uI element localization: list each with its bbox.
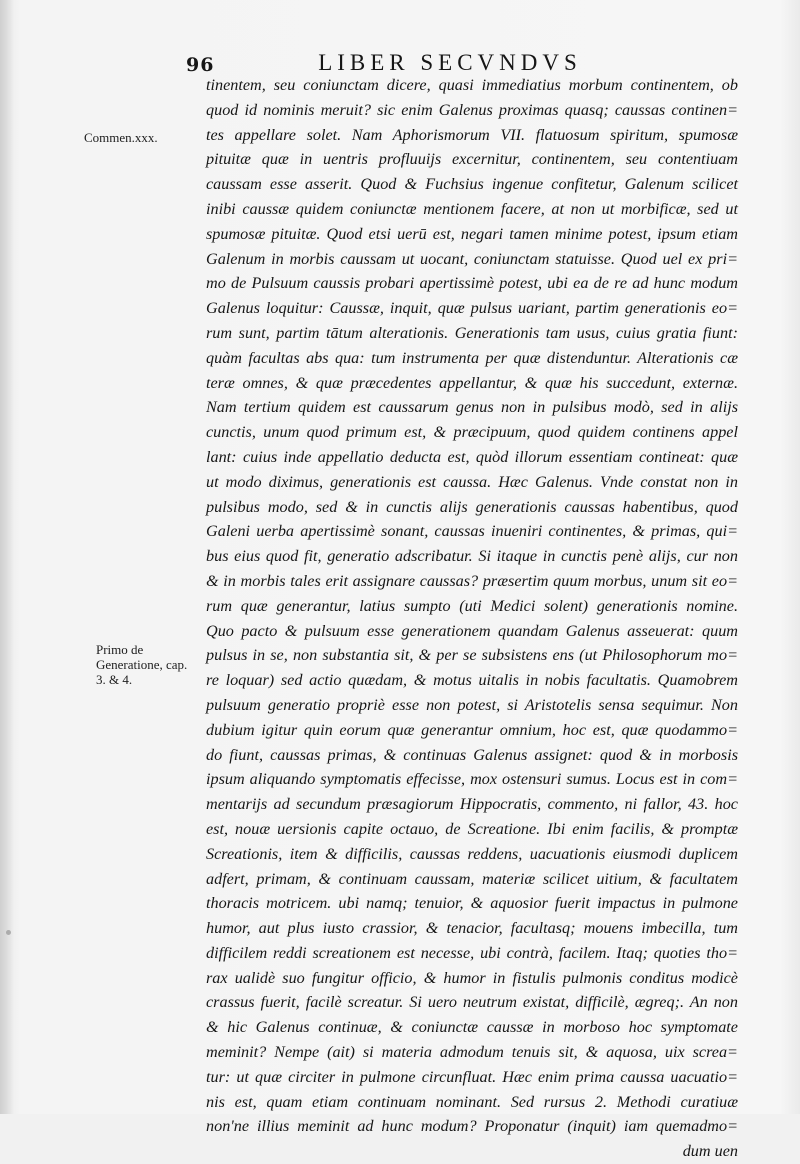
page-number: 96 bbox=[186, 54, 215, 76]
text-line: quàm facultas abs qua: tum instrumenta per quæ distenduntur. Alterationis cæ bbox=[206, 348, 738, 367]
text-line: rax ualidè suo fungitur officio, & humor in fistulis pulmonis conditus modicè bbox=[206, 968, 738, 987]
text-line: mentarijs ad secundum præsagiorum Hippocratis, commento, ni fallor, 43. hoc bbox=[206, 795, 738, 814]
text-line: pituitæ quæ in uentris profluuijs excernitur, continentem, seu contentiuam bbox=[206, 150, 738, 169]
text-line: mo de Pulsuum caussis probari apertissimè potest, ubi ea de re ad hunc modum bbox=[206, 274, 738, 293]
spine-shadow bbox=[0, 0, 14, 1114]
text-line: Galenus loquitur: Caussæ, inquit, quæ pulsus uariant, partim generationis eo= bbox=[206, 299, 738, 318]
text-line: ut modo diximus, generationis est caussa. Hæc Galenus. Vnde constat non in bbox=[206, 472, 738, 491]
text-line: do fiunt, caussas primas, & continuas Galenus assignet: quod & in morbosis bbox=[206, 745, 738, 764]
text-line: inibi caussæ quidem coniunctæ mentionem facere, at non ut morbificæ, sed ut bbox=[206, 199, 738, 218]
text-line: tinentem, seu coniunctam dicere, quasi immediatius morbum continentem, ob bbox=[206, 76, 738, 94]
text-line: dubium igitur quin eorum quæ generantur omnium, hoc est, quæ quodammo= bbox=[206, 720, 738, 739]
text-line: & hic Galenus continuæ, & coniunctæ caussæ in morboso hoc symptomate bbox=[206, 1018, 738, 1037]
text-line: tur: ut quæ circiter in pulmone circunfluat. Hæc enim prima caussa uacuatio= bbox=[206, 1067, 738, 1086]
text-line: tes appellare solet. Nam Aphorismorum VII. flatuosum spiritum, spumosæ bbox=[206, 125, 738, 144]
text-line: pulsibus modo, sed & in cunctis alijs generationis caussas habentibus, quod bbox=[206, 497, 738, 516]
text-line: caussam esse asserit. Quod & Fuchsius ingenue confitetur, Galenum scilicet bbox=[206, 175, 738, 194]
text-line: thoracis motricem. ubi namq; tenuior, & aquosior fuerit impactus in pulmone bbox=[206, 894, 738, 913]
running-head: LIBER SECVNDVS bbox=[318, 50, 582, 75]
text-line: bus eius quod fit, generatio adscribatur. Si itaque in cunctis penè alijs, cur non bbox=[206, 547, 738, 566]
text-line: Screationis, item & difficilis, caussas reddens, uacuationis eiusmodi duplicem bbox=[206, 844, 738, 863]
text-line: teræ omnes, & quæ præcedentes appellantur, & quæ his succedunt, externæ. bbox=[206, 373, 738, 392]
text-line: difficilem reddi screationem est necesse, ubi contrà, facilem. Itaq; quoties tho= bbox=[206, 943, 738, 962]
text-line: pulsuum generatio propriè esse non potest, si Aristotelis sensa sequimur. Non bbox=[206, 695, 738, 714]
text-line: spumosæ pituitæ. Quod etsi uerū est, negari tamen minime potest, ipsum etiam bbox=[206, 224, 738, 243]
body-text bbox=[206, 73, 738, 1164]
text-line: crassus fuerit, facilè screatur. Si uero neutrum existat, difficilè, ægreq;. An non bbox=[206, 993, 738, 1012]
margin-note-generatione: Primo de Generatione, cap. 3. & 4. bbox=[96, 642, 188, 687]
text-line: est, nouæ uersionis capite octauo, de Screatione. Ibi enim facilis, & promptæ bbox=[206, 819, 738, 838]
text-line: Galeni uerba apertissimè sonant, caussas inueniri continentes, & primas, qui= bbox=[206, 522, 738, 541]
text-line: meminit? Nempe (ait) si materia admodum tenuis sit, & aquosa, uix screa= bbox=[206, 1043, 738, 1062]
paper-speck bbox=[6, 930, 11, 935]
text-line: nis est, quam etiam continuam nominant. Sed rursus 2. Methodi curatiuæ bbox=[206, 1092, 738, 1111]
text-line: lant: cuius inde appellatio deducta est, quòd illorum essentiam contineat: quæ bbox=[206, 447, 738, 466]
text-line: cunctis, unum quod primum est, & præcipuum, quod quidem continens appel bbox=[206, 423, 738, 442]
text-line: re loquar) sed actio quædam, & motus uitalis in nobis facultatis. Quamobrem bbox=[206, 671, 738, 690]
text-line: pulsus in se, non substantia sit, & per se subsistens ens (ut Philosophorum mo= bbox=[206, 646, 738, 665]
text-line: adfert, primam, & continuam caussam, materiæ scilicet uitium, & facultatem bbox=[206, 869, 738, 888]
margin-note-commentary: Commen.xxx. bbox=[84, 130, 158, 145]
text-line: & in morbis tales erit assignare caussas? præsertim quum morbus, unum sit eo= bbox=[206, 571, 738, 590]
text-line: humor, aut plus iusto crassior, & tenacior, facultasq; mouens imbecilla, tum bbox=[206, 919, 738, 938]
text-line: rum quæ generantur, latius sumpto (uti Medici solent) generationis nomine. bbox=[206, 596, 738, 615]
text-line: non'ne illius meminit ad hunc modum? Proponatur (inquit) iam quemadmo= bbox=[206, 1117, 738, 1136]
catchword-line: dum uen bbox=[682, 1142, 738, 1161]
text-line: rum sunt, partim tātum alterationis. Generationis tam usus, cuius gratia fiunt: bbox=[206, 323, 738, 342]
text-line: Quo pacto & pulsuum esse generationem quandam Galenus asseuerat: quum bbox=[206, 621, 738, 640]
text-line: Nam tertium quidem est caussarum genus non in pulsibus modò, sed in alijs bbox=[206, 398, 738, 417]
text-line: Galenum in morbis caussam ut uocant, coniunctam statuisse. Quod uel ex pri= bbox=[206, 249, 738, 268]
text-line: ipsum aliquando symptomatis effecisse, mox ostensuri sumus. Locus est in com= bbox=[206, 770, 738, 789]
text-line: quod id nominis meruit? sic enim Galenus proximas quasq; caussas continen= bbox=[206, 100, 738, 119]
